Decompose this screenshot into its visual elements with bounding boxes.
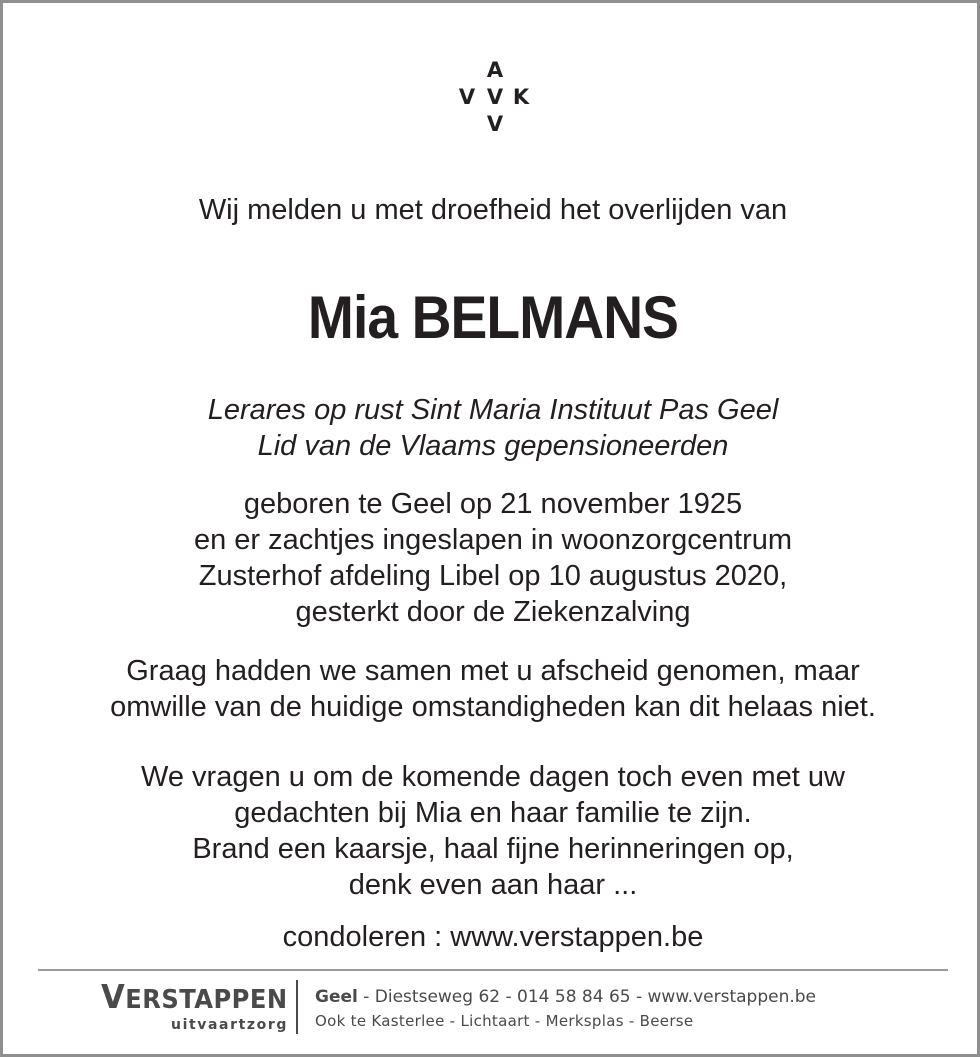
emblem-letter-center: V: [486, 85, 504, 109]
deceased-name: Mia BELMANS: [307, 284, 679, 351]
condolence-link[interactable]: condoleren : www.verstappen.be: [282, 921, 704, 953]
logo-subtitle: uitvaartzorg: [171, 1017, 288, 1033]
request-line: denk even aan haar ...: [348, 869, 638, 901]
logo-initial: V: [101, 977, 126, 1016]
request-line: We vragen u om de komende dagen toch even met uw: [141, 761, 845, 793]
footer-city: Geel: [315, 987, 358, 1007]
role-line: Lerares op rust Sint Maria Instituut Pas Geel: [207, 394, 779, 426]
footer-separator: [296, 980, 298, 1034]
footer-contact: [315, 985, 816, 1009]
footer-divider: [38, 969, 948, 971]
farewell-line: omwille van de huidige omstandigheden kan dit helaas niet.: [110, 691, 876, 723]
logo-wordmark: [102, 977, 288, 1020]
farewell-line: Graag hadden we samen met u afscheid genomen, maar: [126, 655, 860, 687]
life-line: en er zachtjes ingeslapen in woonzorgcentrum: [193, 524, 793, 556]
emblem-letter-left: V: [458, 85, 476, 109]
request-line: Brand een kaarsje, haal fijne herinneringen op,: [192, 833, 794, 865]
footer-branches: Ook te Kasterlee - Lichtaart - Merksplas - Beerse: [315, 1012, 694, 1030]
avvkv-cross-emblem: [455, 59, 535, 139]
life-line: Zusterhof afdeling Libel op 10 augustus 2020,: [198, 560, 788, 592]
verstappen-logo: [73, 977, 288, 1037]
life-line: geboren te Geel op 21 november 1925: [243, 488, 743, 520]
emblem-letter-right: K: [512, 85, 530, 109]
footer-address[interactable]: - Diestseweg 62 - 014 58 84 65 - www.verstappen.be: [357, 987, 816, 1007]
logo-rest: ERSTAPPEN: [125, 985, 289, 1015]
announcement-intro: Wij melden u met droefheid het overlijden van: [198, 194, 788, 226]
life-line: gesterkt door de Ziekenzalving: [295, 596, 691, 628]
emblem-letter-bottom: V: [486, 112, 504, 136]
role-line: Lid van de Vlaams gepensioneerden: [257, 430, 729, 462]
emblem-letter-top: A: [486, 58, 504, 82]
request-line: gedachten bij Mia en haar familie te zijn.: [234, 797, 752, 829]
